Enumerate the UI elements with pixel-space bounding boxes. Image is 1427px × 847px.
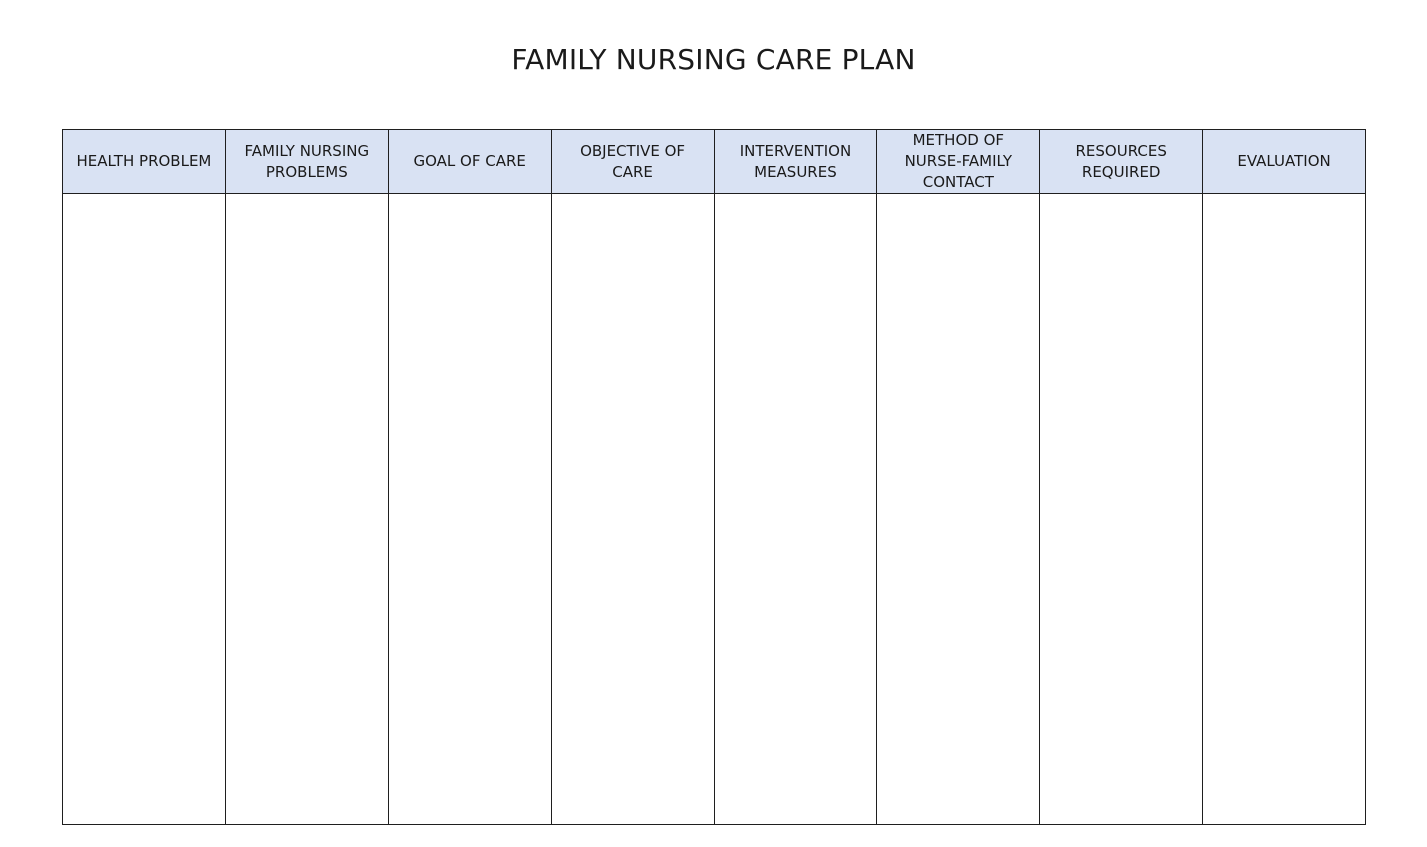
- cell-health-problem[interactable]: [63, 194, 226, 825]
- cell-method-of-contact[interactable]: [877, 194, 1040, 825]
- cell-family-nursing-problems[interactable]: [225, 194, 388, 825]
- care-plan-table: [62, 129, 1366, 825]
- header-health-problem: HEALTH PROBLEM: [63, 130, 226, 194]
- header-family-nursing-problems: FAMILY NURSING PROBLEMS: [225, 130, 388, 194]
- cell-objective-of-care[interactable]: [551, 194, 714, 825]
- header-method-of-contact: METHOD OF NURSE-FAMILY CONTACT: [877, 130, 1040, 194]
- table-header: [63, 130, 1366, 194]
- cell-goal-of-care[interactable]: [388, 194, 551, 825]
- table-body: [63, 194, 1366, 825]
- header-intervention-measures: INTERVENTION MEASURES: [714, 130, 877, 194]
- table-row: [63, 194, 1366, 825]
- document-title: FAMILY NURSING CARE PLAN: [511, 43, 916, 76]
- cell-intervention-measures[interactable]: [714, 194, 877, 825]
- header-goal-of-care: GOAL OF CARE: [388, 130, 551, 194]
- cell-evaluation[interactable]: [1203, 194, 1366, 825]
- header-objective-of-care: OBJECTIVE OF CARE: [551, 130, 714, 194]
- header-resources-required: RESOURCES REQUIRED: [1040, 130, 1203, 194]
- header-row: [63, 130, 1366, 194]
- cell-resources-required[interactable]: [1040, 194, 1203, 825]
- header-evaluation: EVALUATION: [1203, 130, 1366, 194]
